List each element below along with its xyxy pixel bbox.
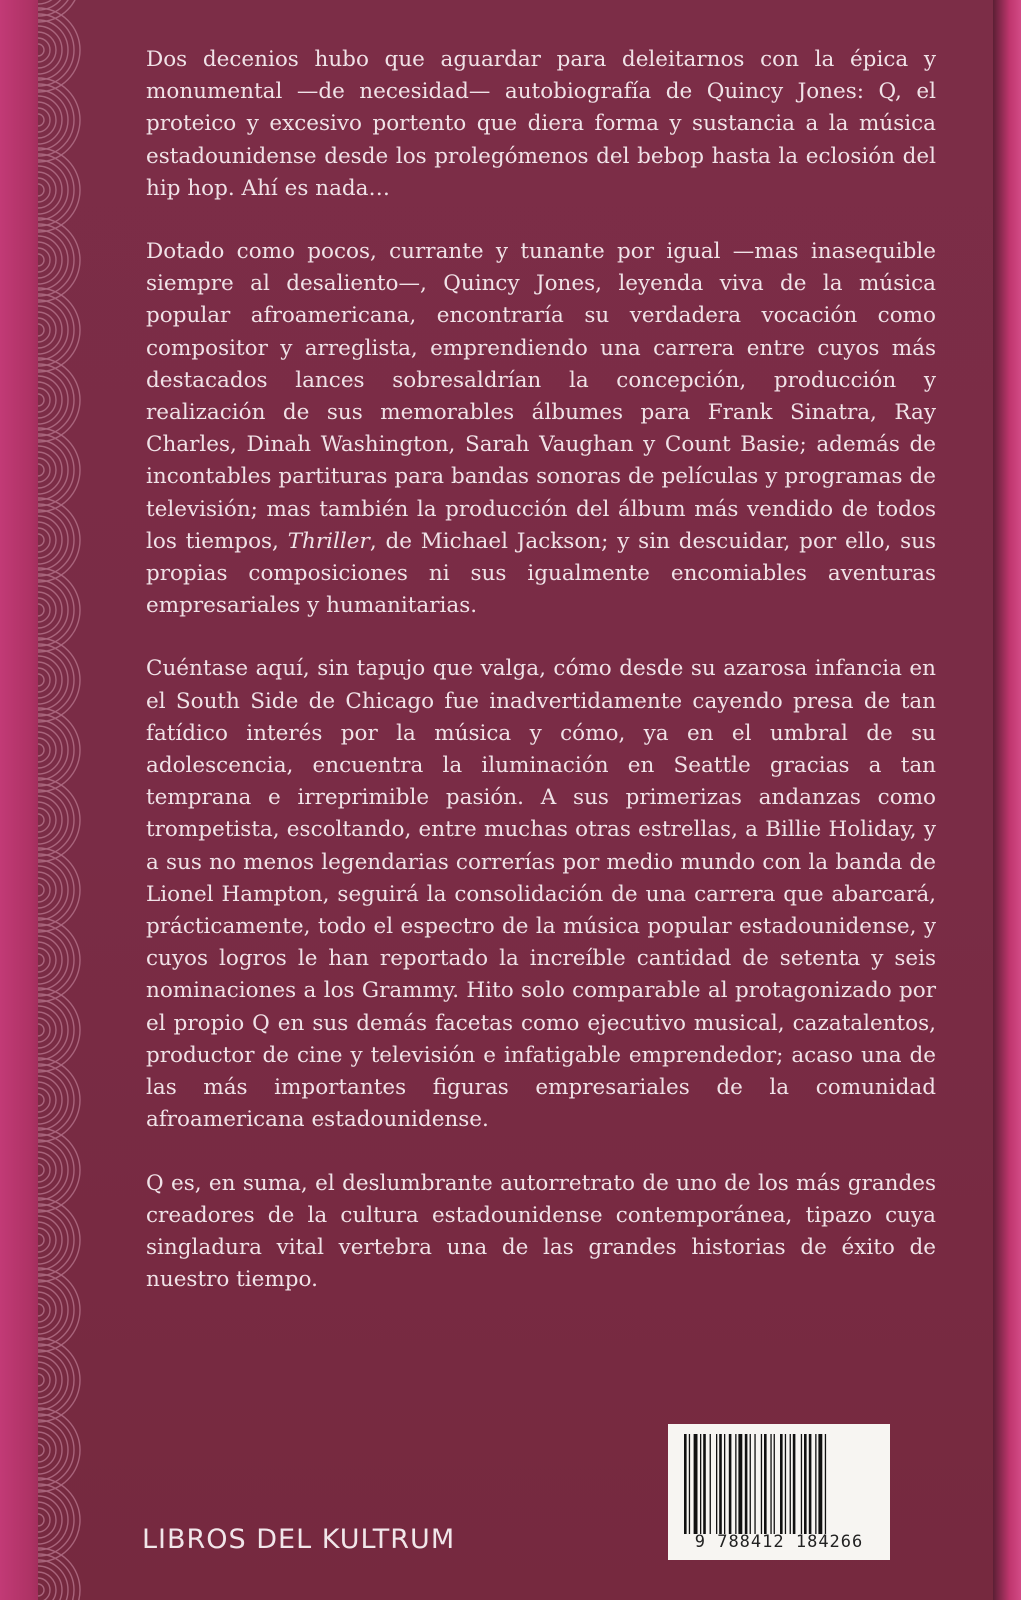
pink-edge-right (993, 0, 1021, 1600)
spine-arc (38, 534, 44, 546)
spine-arc (38, 1164, 44, 1176)
spine-arc (38, 510, 68, 570)
blurb-paragraph-2-part-2: , de Michael Jackson; y sin descuidar, por ello, sus propias composiciones ni sus igualmente encomiables aventuras empresariales y humanitarias. (146, 528, 936, 619)
barcode-bar (825, 1434, 826, 1534)
spine-arc (38, 674, 44, 686)
spine-arc (38, 172, 56, 208)
barcode-bar (684, 1434, 687, 1534)
spine-arc (38, 942, 56, 978)
barcode-bar (700, 1434, 701, 1534)
spine-arc (38, 452, 56, 488)
spine-wave-pattern (38, 0, 118, 1600)
spine-arc (38, 744, 44, 756)
barcode-bar (710, 1434, 711, 1534)
spine-arc (38, 1210, 68, 1270)
spine-arc (38, 254, 44, 266)
spine-arc (38, 440, 68, 500)
spine-arc (38, 872, 56, 908)
spine-arc (38, 1292, 56, 1328)
spine-arc (38, 90, 68, 150)
spine-arc (38, 300, 68, 360)
barcode-bar (694, 1434, 698, 1534)
spine-arc (38, 1012, 56, 1048)
barcode-bar (809, 1434, 812, 1534)
spine-arc (38, 1584, 44, 1596)
spine-arc (38, 720, 68, 780)
spine-arc (38, 464, 44, 476)
spine-arc (38, 1000, 68, 1060)
blurb-paragraph-2-part-1: Dotado como pocos, currante y tunante por igual —mas inasequible siempre al desaliento—, Quincy Jones, leyenda viva de la música popular afroamericana, encontraría su verdadera vocación como compositor y arreglista, emprendiendo una carrera entre cuyos más destacados lances sobresaldrían la concepción, producción y realización de sus memorables álbumes para Frank Sinatra, Ray Charles, Dinah Washington, Sarah Vaughan y Count Basie; además de incontables partituras para bandas sonoras de películas y programas de televisión; mas también la producción del álbum más vendido de todos los tiempos, (146, 239, 936, 554)
barcode-bar (703, 1434, 706, 1534)
spine-arc (38, 102, 56, 138)
spine-arc (38, 1350, 68, 1410)
spine-arc (38, 324, 44, 336)
barcode-bar (724, 1434, 725, 1534)
spine-arc (38, 884, 44, 896)
barcode-bar (790, 1434, 791, 1534)
spine-arc (38, 1094, 44, 1106)
blurb-paragraph-1: Dos decenios hubo que aguardar para deleitarnos con la épica y monumental —de necesidad— autobiografía de Quincy Jones: Q, el proteico y excesivo portento que diera forma y sustancia a la música estadounidense desde los prolegómenos del bebop hasta la eclosión del hip hop. Ahí es nada… (146, 47, 936, 201)
barcode-bar (801, 1434, 802, 1534)
barcode-bar (774, 1434, 775, 1534)
barcode-bar (815, 1434, 816, 1534)
spine-arc (38, 1222, 56, 1258)
publisher-logo: LIBROS DEL KULTRUM (142, 1524, 456, 1555)
spine-arc (38, 32, 56, 68)
spine-arc (38, 1362, 56, 1398)
spine-arc (38, 802, 56, 838)
spine-arc (38, 44, 44, 56)
back-cover (38, 0, 993, 1600)
spine-arc (38, 312, 56, 348)
barcode-bars (682, 1434, 878, 1534)
barcode-bar (761, 1434, 762, 1534)
spine-arc (38, 580, 68, 640)
barcode-bar (689, 1434, 690, 1534)
barcode-bar (780, 1434, 783, 1534)
barcode-bar (738, 1434, 742, 1534)
barcode-bar (750, 1434, 751, 1534)
blurb-paragraph-2 (146, 236, 936, 622)
spine-arc (38, 1082, 56, 1118)
spine-arc (38, 604, 44, 616)
spine-arc (38, 1502, 56, 1538)
spine-arc (38, 1024, 44, 1036)
spine-arc (38, 1070, 68, 1130)
barcode-bar (818, 1434, 822, 1534)
spine-arc (38, 662, 56, 698)
barcode-bar (729, 1434, 732, 1534)
spine-arc (38, 1234, 44, 1246)
spine-arc (38, 1140, 68, 1200)
spine-arc (38, 242, 56, 278)
spine-arc (38, 382, 56, 418)
isbn-digits: 9 788412 184266 (694, 1532, 864, 1552)
barcode-bar (719, 1434, 722, 1534)
spine-arc (38, 1280, 68, 1340)
blurb-text (146, 44, 936, 1327)
spine-arc (38, 954, 44, 966)
barcode-bar (770, 1434, 771, 1534)
barcode-bar (804, 1434, 807, 1534)
barcode-bar (716, 1434, 717, 1534)
spine-arc (38, 1490, 68, 1550)
spine-arc (38, 184, 44, 196)
spine-arc (38, 230, 68, 290)
spine-arc (38, 20, 68, 80)
spine-arc (38, 860, 68, 920)
spine-arc (38, 394, 44, 406)
spine-arc (38, 1514, 44, 1526)
spine-arc (38, 814, 44, 826)
spine-arc (38, 930, 68, 990)
barcode-bar (745, 1434, 748, 1534)
thriller-title: Thriller (287, 528, 370, 554)
spine-arc (38, 1444, 44, 1456)
spine-arc (38, 370, 68, 430)
spine-arc (38, 790, 68, 850)
barcode-bar (793, 1434, 796, 1534)
blurb-paragraph-4: Q es, en suma, el deslumbrante autorretrato de uno de los más grandes creadores de la cultura estadounidense contemporánea, tipazo cuya singladura vital vertebra una de las grandes historias de éxito de nuestro tiempo. (146, 1170, 936, 1293)
spine-arc (38, 732, 56, 768)
spine-arc (38, 1432, 56, 1468)
spine-arc (38, 1152, 56, 1188)
barcode-bar (785, 1434, 786, 1534)
spine-arc (38, 114, 44, 126)
spine-arc (38, 160, 68, 220)
isbn-barcode (668, 1424, 890, 1560)
spine-arc (38, 1304, 44, 1316)
blurb-paragraph-3: Cuéntase aquí, sin tapujo que valga, cómo desde su azarosa infancia en el South Side de Chicago fue inadvertidamente cayendo presa de tan fatídico interés por la música y cómo, ya en el umbral de su adolescencia, encuentra la iluminación en Seattle gracias a tan temprana e irreprimible pasión. A sus primerizas andanzas como trompetista, escoltando, entre muchas otras estrellas, a Billie Holiday, y a sus no menos legendarias correrías por medio mundo con la banda de Lionel Hampton, seguirá la consolidación de una carrera que abarcará, prácticamente, todo el espectro de la música popular estadounidense, y cuyos logros le han reportado la increíble cantidad de setenta y seis nominaciones a los Grammy. Hito solo comparable al protagonizado por el propio Q en sus demás facetas como ejecutivo musical, cazatalentos, productor de cine y televisión e infatigable emprendedor; acaso una de las más importantes figuras empresariales de la comunidad afroamericana estadounidense. (146, 656, 936, 1133)
spine-arc (38, 650, 68, 710)
barcode-bar (764, 1434, 767, 1534)
spine-arc (38, 1374, 44, 1386)
spine-arc (38, 592, 56, 628)
barcode-bar (735, 1434, 736, 1534)
spine-arc (38, 522, 56, 558)
barcode-bar (754, 1434, 755, 1534)
spine-arc (38, 1420, 68, 1480)
